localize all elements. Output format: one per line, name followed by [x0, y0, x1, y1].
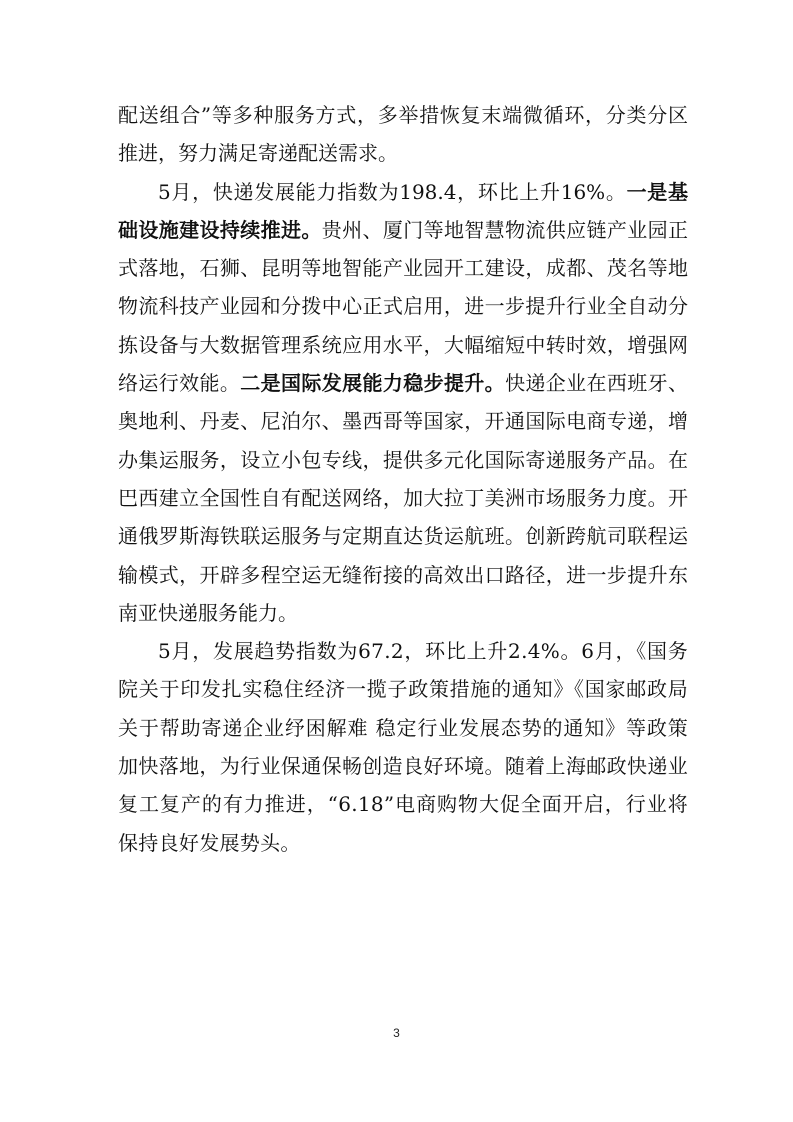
page-number: 3: [393, 1026, 400, 1040]
text-run: 贵州、厦门等地智慧物流供应链产业园正式落地，石狮、昆明等地智能产业园开工建设，成都、茂名等地物流科技产业园和分拨中心正式启用，进一步提升行业全自动分拣设备与大数据管理系统应用水平，大幅缩短中转时效，增强网络运行效能。: [118, 217, 689, 396]
bold-heading-international: 二是国际发展能力稳步提升。: [240, 371, 506, 396]
bold-heading-infrastructure: 一是基础设施建设持续推进。: [118, 179, 689, 242]
body-text: [118, 96, 688, 862]
text-run: 5月，发展趋势指数为67.2，环比上升2.4%。6月，《国务院关于印发扎实稳住经济一揽子政策措施的通知》《国家邮政局关于帮助寄递企业纾困解难 稳定行业发展态势的通知》等政策加快落地，为行业保通保畅创造良好环境。随着上海邮政快递业复工复产的有力推进，“6.18”电商购物大促全面开启，行业将保持良好发展势头。: [118, 639, 688, 855]
text-run: 5月，快递发展能力指数为198.4，环比上升16%。: [158, 179, 627, 204]
paragraph-continuation: [118, 96, 688, 173]
paragraph-capability-index: [118, 173, 688, 633]
text-run: 配送组合”等多种服务方式，多举措恢复末端微循环，分类分区推进，努力满足寄递配送需求。: [118, 103, 688, 166]
text-run: 快递企业在西班牙、奥地利、丹麦、尼泊尔、墨西哥等国家，开通国际电商专递，增办集运服务，设立小包专线，提供多元化国际寄递服务产品。在巴西建立全国性自有配送网络，加大拉丁美洲市场服务力度。开通俄罗斯海铁联运服务与定期直达货运航班。创新跨航司联程运输模式，开辟多程空运无缝衔接的高效出口路径，进一步提升东南亚快递服务能力。: [118, 371, 689, 625]
paragraph-trend-index: [118, 632, 688, 862]
